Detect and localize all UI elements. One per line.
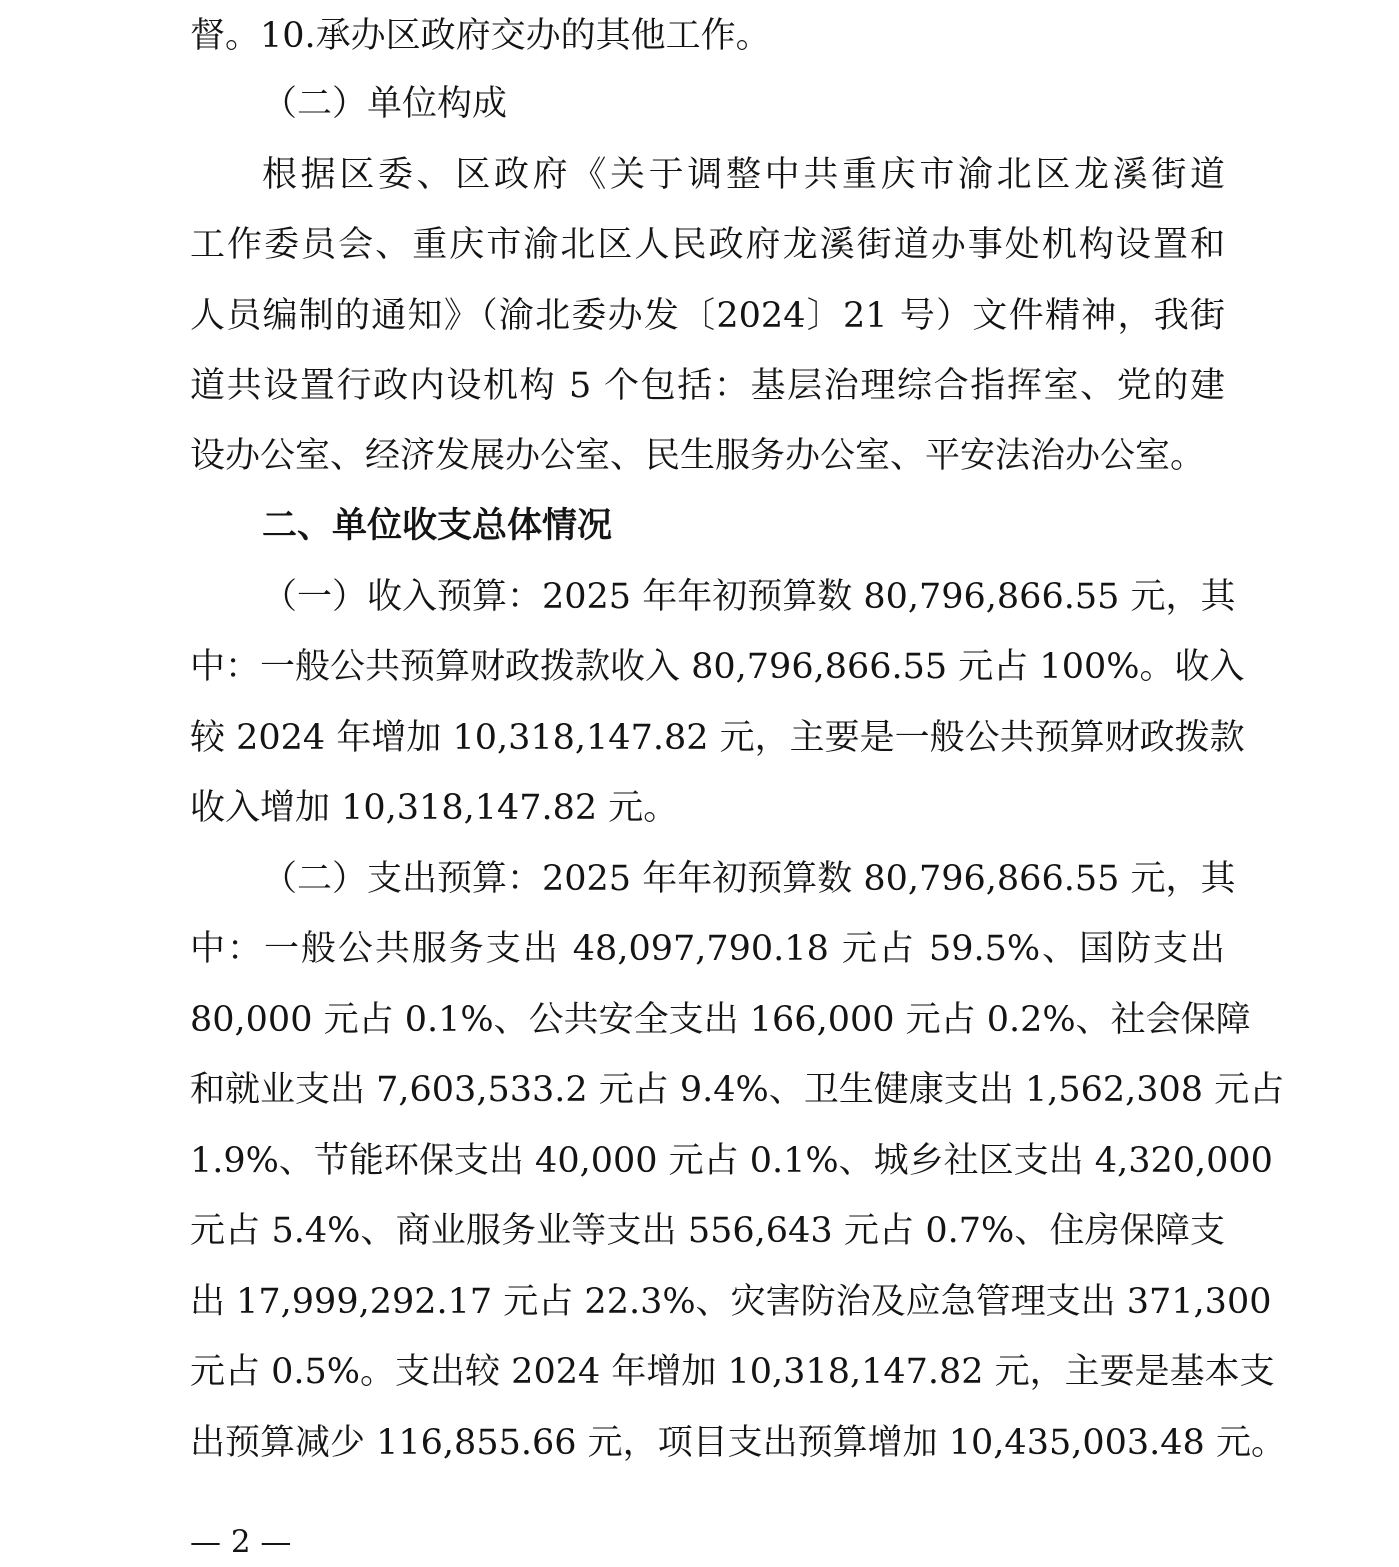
paragraph-line: 和就业支出 7,603,533.2 元占 9.4%、卫生健康支出 1,562,308 元占 <box>190 1070 1285 1110</box>
paragraph-line: 根据区委、区政府《关于调整中共重庆市渝北区龙溪街道 <box>262 155 1225 195</box>
paragraph-line: 人员编制的通知》（渝北委办发〔2024〕21 号）文件精神，我街 <box>190 296 1225 336</box>
paragraph-line: 较 2024 年增加 10,318,147.82 元，主要是一般公共预算财政拨款 <box>190 718 1245 758</box>
paragraph-line: 中：一般公共服务支出 48,097,790.18 元占 59.5%、国防支出 <box>190 929 1225 969</box>
page-number: — 2 — <box>190 1524 292 1560</box>
paragraph-line: 1.9%、节能环保支出 40,000 元占 0.1%、城乡社区支出 4,320,000 <box>190 1141 1273 1181</box>
paragraph-line: 工作委员会、重庆市渝北区人民政府龙溪街道办事处机构设置和 <box>190 225 1225 265</box>
section-heading-income-expenditure: 二、单位收支总体情况 <box>262 505 613 546</box>
paragraph-line: （二）支出预算：2025 年年初预算数 80,796,866.55 元，其 <box>262 859 1236 899</box>
paragraph-line: 道共设置行政内设机构 5 个包括：基层治理综合指挥室、党的建 <box>190 366 1225 406</box>
paragraph-line-continuation: 督。10.承办区政府交办的其他工作。 <box>190 16 771 56</box>
paragraph-line: 出预算减少 116,855.66 元，项目支出预算增加 10,435,003.48 元。 <box>190 1423 1286 1463</box>
paragraph-line: 元占 0.5%。支出较 2024 年增加 10,318,147.82 元，主要是基本支 <box>190 1352 1275 1392</box>
paragraph-line: 中：一般公共预算财政拨款收入 80,796,866.55 元占 100%。收入 <box>190 647 1245 687</box>
paragraph-line: （一）收入预算：2025 年年初预算数 80,796,866.55 元，其 <box>262 577 1236 617</box>
paragraph-line: 80,000 元占 0.1%、公共安全支出 166,000 元占 0.2%、社会保障 <box>190 1000 1251 1040</box>
section-subheading-unit-composition: （二）单位构成 <box>262 84 508 124</box>
paragraph-line: 收入增加 10,318,147.82 元。 <box>190 788 679 828</box>
paragraph-line: 出 17,999,292.17 元占 22.3%、灾害防治及应急管理支出 371,300 <box>190 1282 1272 1322</box>
paragraph-line: 设办公室、经济发展办公室、民生服务办公室、平安法治办公室。 <box>190 436 1206 476</box>
paragraph-line: 元占 5.4%、商业服务业等支出 556,643 元占 0.7%、住房保障支 <box>190 1211 1225 1251</box>
